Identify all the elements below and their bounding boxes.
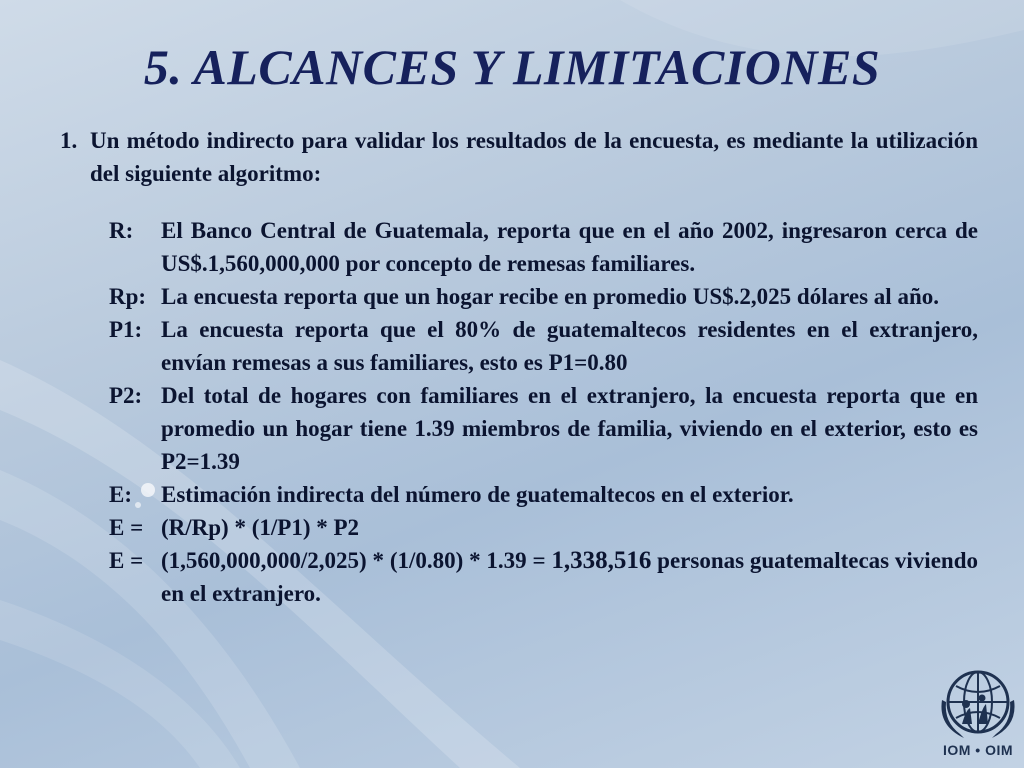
result-text xyxy=(161,544,978,610)
result-formula: (1,560,000,000/2,025) * (1/0.80) * 1.39 = xyxy=(161,548,552,573)
definition-row-e xyxy=(109,478,978,511)
definition-text: El Banco Central de Guatemala, reporta que en el año 2002, ingresaron cerca de US$.1,560,000,000 por concepto de remesas familiares. xyxy=(161,218,978,276)
result-row xyxy=(109,544,978,610)
result-suffix: personas guatemaltecas viviendo en el extranjero. xyxy=(161,548,978,606)
definition-key: P1: xyxy=(109,317,143,342)
definition-text: La encuesta reporta que un hogar recibe en promedio US$.2,025 dólares al año. xyxy=(161,284,939,309)
definition-key: P2: xyxy=(109,383,143,408)
definition-row-r xyxy=(109,214,978,280)
definition-key: E: xyxy=(109,482,132,507)
page-title: 5. ALCANCES Y LIMITACIONES xyxy=(143,39,881,95)
formula-row xyxy=(109,511,978,544)
definition-text: Estimación indirecta del número de guatemaltecos en el exterior. xyxy=(161,482,794,507)
intro-paragraph xyxy=(60,124,978,190)
definition-key: Rp: xyxy=(109,284,147,309)
intro-number: 1. xyxy=(60,128,78,153)
result-value: 1,338,516 xyxy=(551,547,652,574)
formula-key: E = xyxy=(109,515,144,540)
logo-text: IOM • OIM xyxy=(942,742,1014,758)
definition-key: R: xyxy=(109,218,134,243)
definition-text: La encuesta reporta que el 80% de guatemaltecos residentes en el extranjero, envían remesas a sus familiares, esto es P1=0.80 xyxy=(161,317,978,375)
formula-text: (R/Rp) * (1/P1) * P2 xyxy=(161,515,360,540)
definition-row-p2 xyxy=(109,379,978,478)
definition-row-p1 xyxy=(109,313,978,379)
definition-row-rp xyxy=(109,280,978,313)
definition-text: Del total de hogares con familiares en el extranjero, la encuesta reporta que en promedio un hogar tiene 1.39 miembros de familia, viviendo en el exterior, esto es P2=1.39 xyxy=(161,383,978,474)
result-key: E = xyxy=(109,548,144,573)
intro-text: Un método indirecto para validar los resultados de la encuesta, es mediante la utilización del siguiente algoritmo: xyxy=(90,128,978,186)
definitions-list xyxy=(109,214,978,610)
